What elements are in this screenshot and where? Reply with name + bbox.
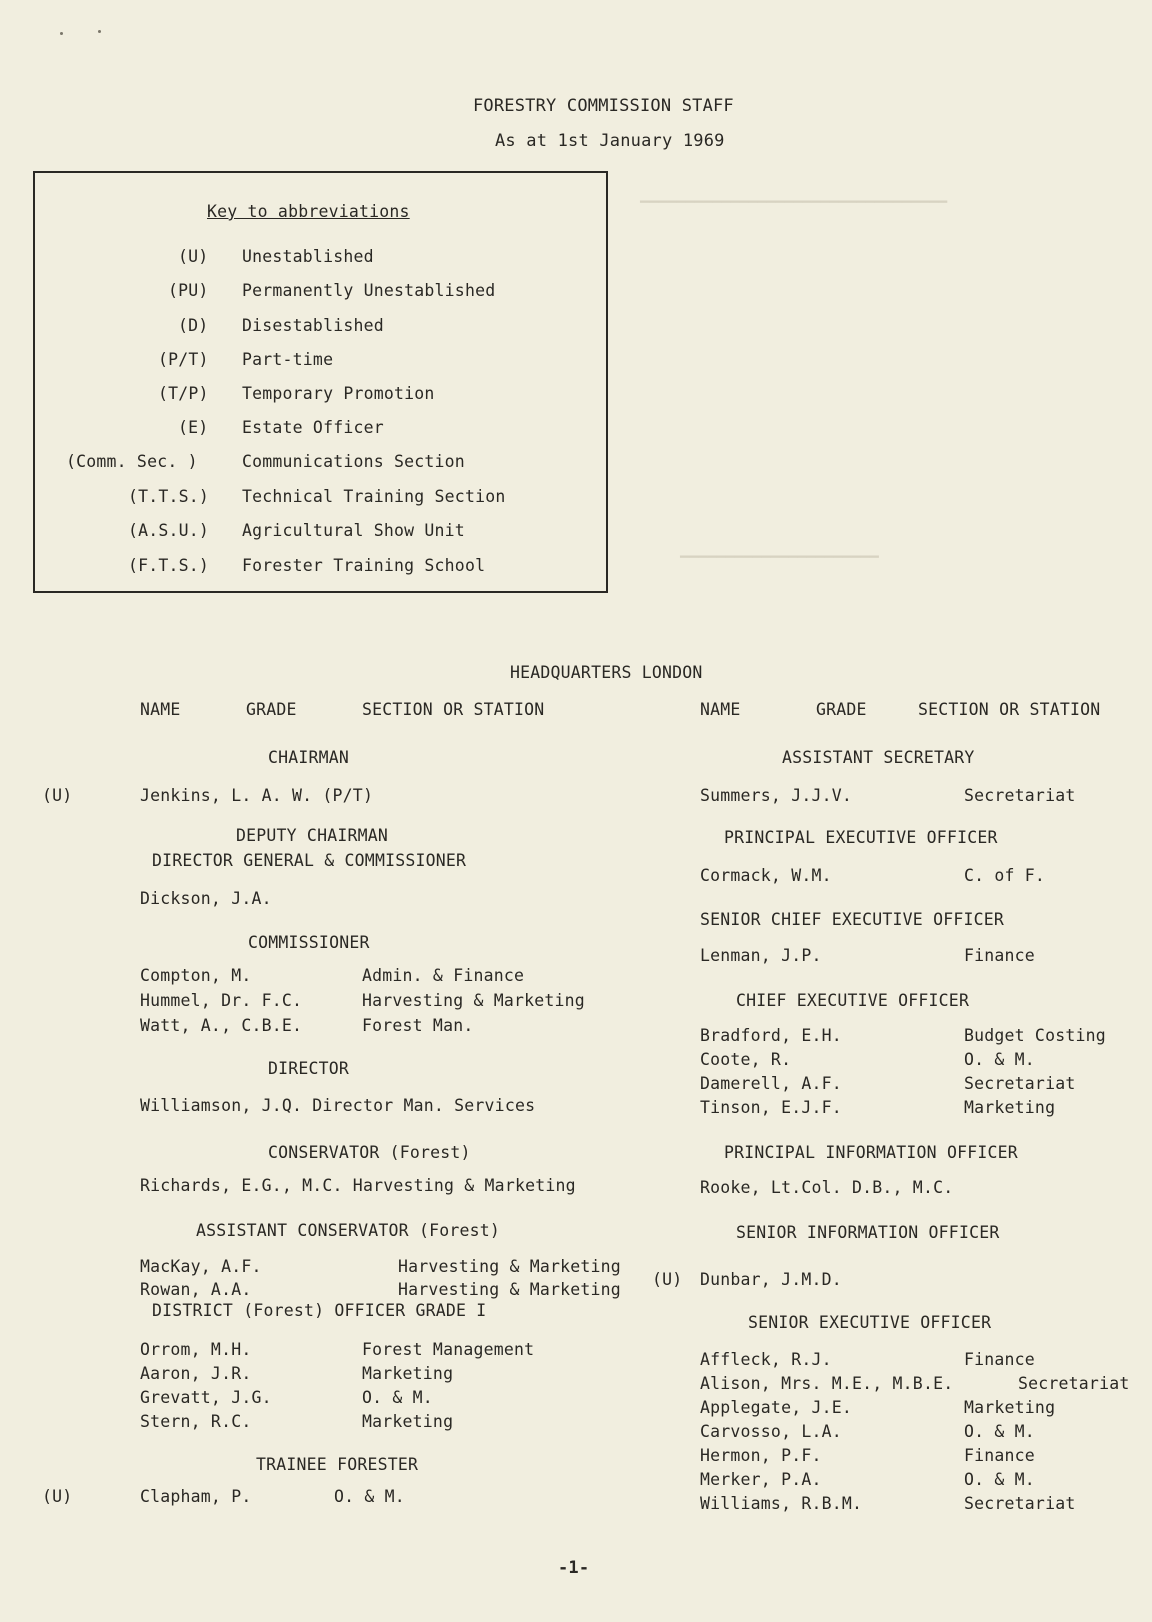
staff-name: Rooke, Lt.Col. D.B., M.C. — [700, 1178, 954, 1197]
key-abbr: (T/P) — [158, 384, 209, 403]
staff-section: Forest Man. — [362, 1016, 474, 1035]
staff-section: Secretariat — [964, 786, 1076, 805]
key-abbr: (D) — [178, 316, 209, 335]
staff-row: Richards, E.G., M.C. Harvesting & Marketing — [140, 1176, 576, 1195]
key-meaning: Permanently Unestablished — [242, 281, 496, 300]
staff-section: Admin. & Finance — [362, 966, 525, 985]
staff-section: Finance — [964, 1350, 1035, 1369]
staff-name: Alison, Mrs. M.E., M.B.E. — [700, 1374, 954, 1393]
staff-row: Williamson, J.Q. Director Man. Services — [140, 1096, 536, 1115]
key-meaning: Temporary Promotion — [242, 384, 435, 403]
key-abbr: (A.S.U.) — [128, 521, 210, 540]
key-meaning: Disestablished — [242, 316, 384, 335]
staff-section: O. & M. — [964, 1470, 1035, 1489]
staff-name: Merker, P.A. — [700, 1470, 822, 1489]
staff-name: Dickson, J.A. — [140, 889, 272, 908]
key-meaning: Technical Training Section — [242, 487, 506, 506]
grade-heading: DIRECTOR GENERAL & COMMISSIONER — [152, 851, 467, 870]
key-meaning: Unestablished — [242, 247, 374, 266]
page-title: FORESTRY COMMISSION STAFF — [473, 96, 734, 116]
staff-section: O. & M. — [964, 1050, 1035, 1069]
speck — [98, 30, 101, 33]
grade-heading: PRINCIPAL EXECUTIVE OFFICER — [724, 828, 998, 847]
staff-section: O. & M. — [334, 1487, 405, 1506]
staff-section: Budget Costing — [964, 1026, 1106, 1045]
grade-heading: CHIEF EXECUTIVE OFFICER — [736, 991, 970, 1010]
staff-name: Hummel, Dr. F.C. — [140, 991, 303, 1010]
column-header-name: NAME — [700, 700, 741, 719]
staff-section: Forest Management — [362, 1340, 535, 1359]
staff-name: Coote, R. — [700, 1050, 792, 1069]
staff-section: Marketing — [362, 1412, 454, 1431]
grade-heading: CONSERVATOR (Forest) — [268, 1143, 471, 1162]
staff-name: Watt, A., C.B.E. — [140, 1016, 303, 1035]
staff-section: Secretariat — [964, 1494, 1076, 1513]
key-abbr: (T.T.S.) — [128, 487, 210, 506]
grade-heading: DISTRICT (Forest) OFFICER GRADE I — [152, 1301, 487, 1320]
grade-heading: SENIOR INFORMATION OFFICER — [736, 1223, 1000, 1242]
key-meaning: Estate Officer — [242, 418, 384, 437]
key-abbr: (U) — [178, 247, 209, 266]
staff-section: Marketing — [362, 1364, 454, 1383]
staff-name: Carvosso, L.A. — [700, 1422, 842, 1441]
key-abbr: (PU) — [168, 281, 209, 300]
page-subtitle: As at 1st January 1969 — [495, 131, 725, 151]
staff-section: Marketing — [964, 1398, 1056, 1417]
grade-heading: SENIOR EXECUTIVE OFFICER — [748, 1313, 992, 1332]
staff-section: Harvesting & Marketing — [362, 991, 585, 1010]
staff-name: Dunbar, J.M.D. — [700, 1270, 842, 1289]
grade-heading: SENIOR CHIEF EXECUTIVE OFFICER — [700, 910, 1005, 929]
staff-section: Secretariat — [964, 1074, 1076, 1093]
staff-section: Harvesting & Marketing — [398, 1280, 621, 1299]
key-abbr: (Comm. Sec. ) — [66, 452, 198, 471]
key-meaning: Agricultural Show Unit — [242, 521, 465, 540]
staff-name: Rowan, A.A. — [140, 1280, 252, 1299]
staff-name: Damerell, A.F. — [700, 1074, 842, 1093]
grade-heading: DIRECTOR — [268, 1059, 350, 1078]
grade-heading: PRINCIPAL INFORMATION OFFICER — [724, 1143, 1018, 1162]
key-meaning: Communications Section — [242, 452, 465, 471]
staff-section: O. & M. — [362, 1388, 433, 1407]
key-meaning: Part-time — [242, 350, 334, 369]
staff-name: Lenman, J.P. — [700, 946, 822, 965]
staff-section: Finance — [964, 1446, 1035, 1465]
column-header-section: SECTION OR STATION — [918, 700, 1101, 719]
staff-section: Marketing — [964, 1098, 1056, 1117]
key-meaning: Forester Training School — [242, 556, 486, 575]
section-heading: HEADQUARTERS LONDON — [510, 663, 703, 682]
staff-name: Applegate, J.E. — [700, 1398, 853, 1417]
grade-heading: CHAIRMAN — [268, 748, 350, 767]
staff-name: Orrom, M.H. — [140, 1340, 252, 1359]
staff-name: MacKay, A.F. — [140, 1257, 262, 1276]
column-header-section: SECTION OR STATION — [362, 700, 545, 719]
key-abbr: (E) — [178, 418, 209, 437]
staff-name: Williams, R.B.M. — [700, 1494, 863, 1513]
column-header-grade: GRADE — [816, 700, 867, 719]
staff-name: Bradford, E.H. — [700, 1026, 842, 1045]
staff-section: C. of F. — [964, 866, 1046, 885]
status-marker: (U) — [42, 1487, 73, 1506]
grade-heading: ASSISTANT CONSERVATOR (Forest) — [196, 1221, 501, 1240]
staff-name: Clapham, P. — [140, 1487, 252, 1506]
staff-name: Cormack, W.M. — [700, 866, 832, 885]
staff-name: Hermon, P.F. — [700, 1446, 822, 1465]
key-title: Key to abbreviations — [207, 202, 410, 221]
staff-section: Finance — [964, 946, 1035, 965]
column-header-name: NAME — [140, 700, 181, 719]
key-abbr: (F.T.S.) — [128, 556, 210, 575]
status-marker: (U) — [42, 786, 73, 805]
grade-heading: TRAINEE FORESTER — [256, 1455, 419, 1474]
staff-name: Affleck, R.J. — [700, 1350, 832, 1369]
staff-name: Compton, M. — [140, 966, 252, 985]
staff-name: Grevatt, J.G. — [140, 1388, 272, 1407]
column-header-grade: GRADE — [246, 700, 297, 719]
staff-name: Stern, R.C. — [140, 1412, 252, 1431]
staff-section: Secretariat — [1018, 1374, 1130, 1393]
speck — [60, 32, 63, 35]
staff-name: Tinson, E.J.F. — [700, 1098, 842, 1117]
page-number: -1- — [558, 1558, 590, 1578]
staff-section: O. & M. — [964, 1422, 1035, 1441]
staff-name: Jenkins, L. A. W. (P/T) — [140, 786, 374, 805]
bleed-through: ▁▁▁▁▁▁▁▁▁▁▁▁▁▁▁▁▁▁▁▁▁▁ — [680, 540, 879, 558]
staff-name: Summers, J.J.V. — [700, 786, 853, 805]
grade-heading: ASSISTANT SECRETARY — [782, 748, 975, 767]
bleed-through: ▁▁▁▁▁▁▁▁▁▁▁▁▁▁▁▁▁▁▁▁▁▁▁▁▁▁▁▁▁▁▁▁▁▁ — [640, 185, 948, 203]
status-marker: (U) — [652, 1270, 683, 1289]
grade-heading: DEPUTY CHAIRMAN — [236, 826, 389, 845]
key-abbr: (P/T) — [158, 350, 209, 369]
grade-heading: COMMISSIONER — [248, 933, 370, 952]
staff-section: Harvesting & Marketing — [398, 1257, 621, 1276]
staff-name: Aaron, J.R. — [140, 1364, 252, 1383]
